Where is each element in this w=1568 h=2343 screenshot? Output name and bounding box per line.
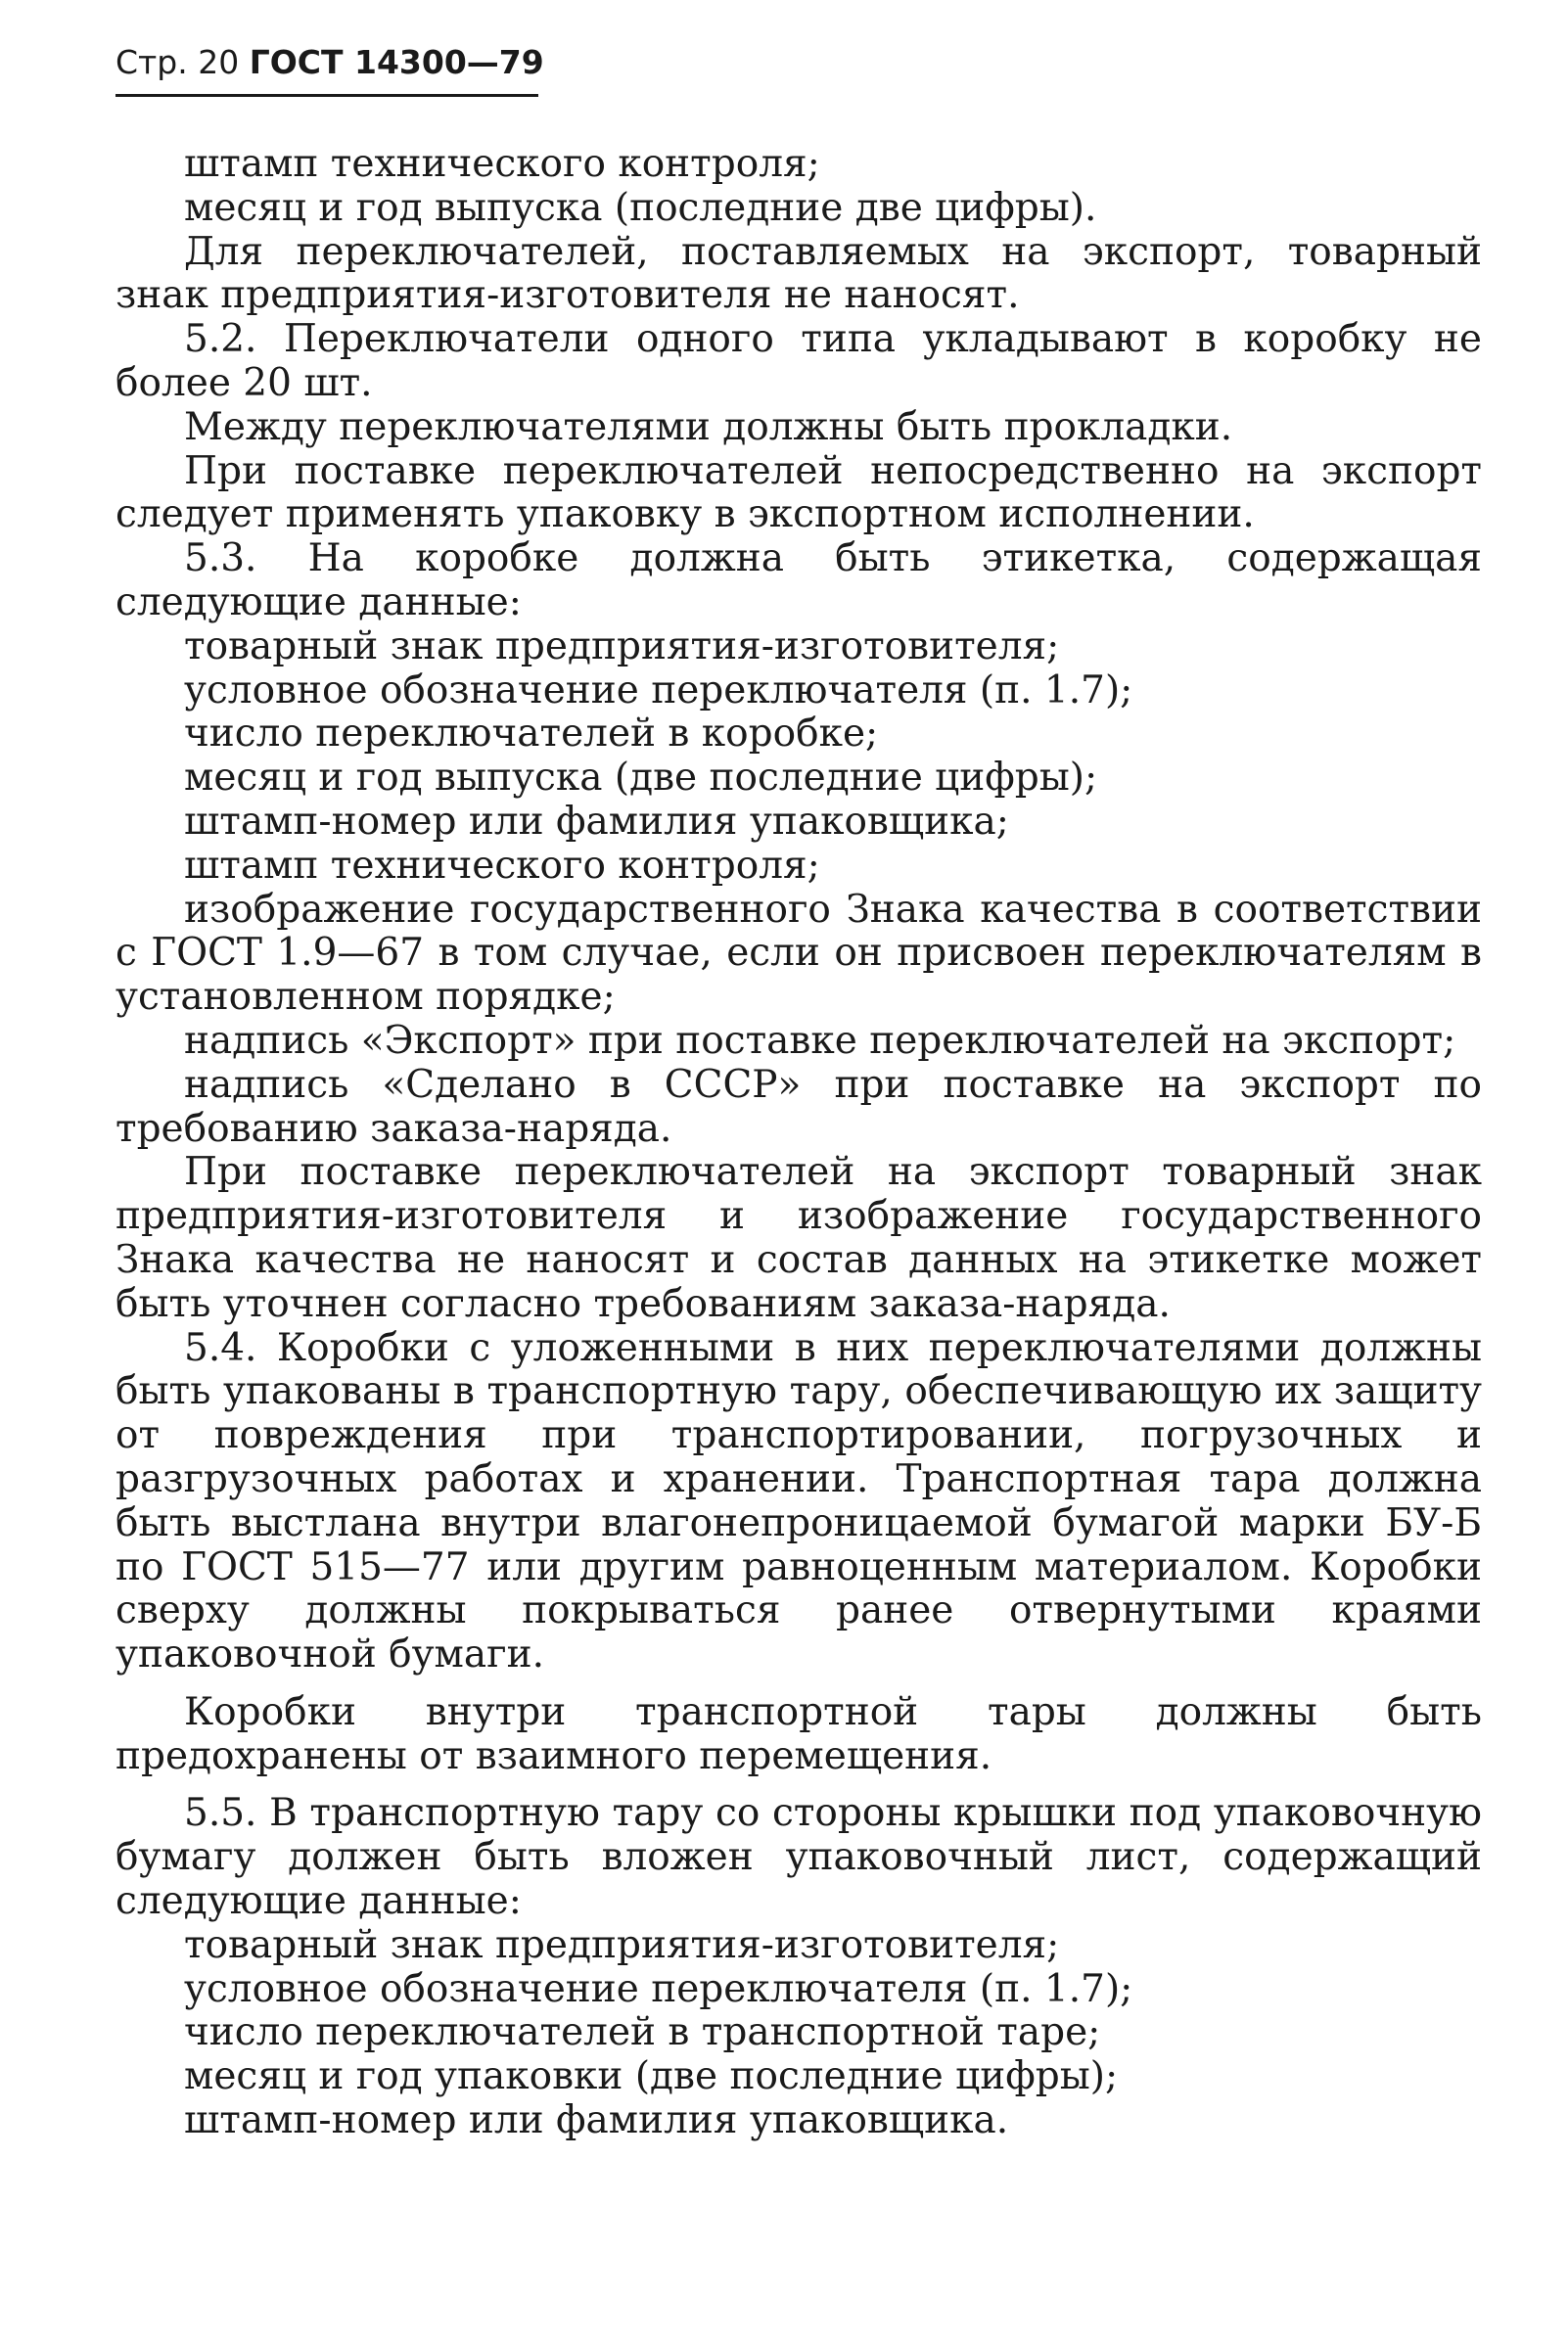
section-5-2: 5.2. Переключатели одного типа укладывают в коробку не более 20 шт.: [115, 317, 1482, 405]
list-item: условное обозначение переключателя (п. 1.7);: [184, 1966, 1133, 2011]
list-item: месяц и год выпуска (две последние цифры);: [184, 756, 1098, 801]
paragraph: При поставке переключателей на экспорт товарный знак предприятия-изготовителя и изображение государственного Знака качества не наносят и состав данных на этикетке может быть уточнен согласно требованиям заказа-наряда.: [115, 1150, 1482, 1326]
list-item: штамп технического контроля;: [184, 142, 820, 186]
list-item: месяц и год упаковки (две последние цифры);: [184, 2054, 1119, 2099]
header-rule: [115, 94, 538, 97]
section-5-3: 5.3. На коробке должна быть этикетка, содержащая следующие данные:: [115, 536, 1482, 624]
page-header: [115, 41, 544, 84]
list-item: условное обозначение переключателя (п. 1.7);: [184, 667, 1133, 712]
paragraph: надпись «Сделано в СССР» при поставке на экспорт по требованию заказа-наряда.: [115, 1062, 1482, 1151]
paragraph: Между переключателями должны быть прокладки.: [184, 404, 1233, 449]
section-5-5: 5.5. В транспортную тару со стороны крышки под упаковочную бумагу должен быть вложен упаковочный лист, содержащий следующие данные:: [115, 1791, 1482, 1924]
list-item: штамп-номер или фамилия упаковщика.: [184, 2098, 1009, 2143]
document-body: [115, 143, 1482, 2143]
section-5-4: 5.4. Коробки с уложенными в них переключателями должны быть упакованы в транспортную тару, обеспечивающую их защиту от повреждения при транспортировании, погрузочных и разгрузочных работах и хранении. Транспортная тара должна быть выстлана внутри влагонепроницаемой бумагой марки БУ-Б по ГОСТ 515—77 или другим равноценным материалом. Коробки сверху должны покрываться ранее отвернутыми краями упаковочной бумаги.: [115, 1325, 1482, 1677]
list-item: штамп-номер или фамилия упаковщика;: [184, 799, 1009, 844]
list-item: штамп технического контроля;: [184, 843, 820, 888]
page-number: Стр. 20: [115, 43, 240, 81]
paragraph: Для переключателей, поставляемых на экспорт, товарный знак предприятия-изготовителя не наносят.: [115, 229, 1482, 318]
list-item: число переключателей в транспортной таре;: [184, 2010, 1101, 2055]
list-item: товарный знак предприятия-изготовителя;: [184, 1922, 1060, 1967]
paragraph: изображение государственного Знака качества в соответствии с ГОСТ 1.9—67 в том случае, если он присвоен переключателям в установленном порядке;: [115, 887, 1482, 1020]
paragraph: Коробки внутри транспортной тары должны быть предохранены от взаимного перемещения.: [115, 1689, 1482, 1778]
list-item: число переключателей в коробке;: [184, 712, 879, 757]
list-item: товарный знак предприятия-изготовителя;: [184, 623, 1060, 668]
paragraph: При поставке переключателей непосредственно на экспорт следует применять упаковку в экспортном исполнении.: [115, 448, 1482, 537]
standard-number: ГОСТ 14300—79: [249, 43, 544, 81]
paragraph: надпись «Экспорт» при поставке переключателей на экспорт;: [184, 1018, 1456, 1063]
list-item: месяц и год выпуска (последние две цифры).: [184, 185, 1097, 230]
